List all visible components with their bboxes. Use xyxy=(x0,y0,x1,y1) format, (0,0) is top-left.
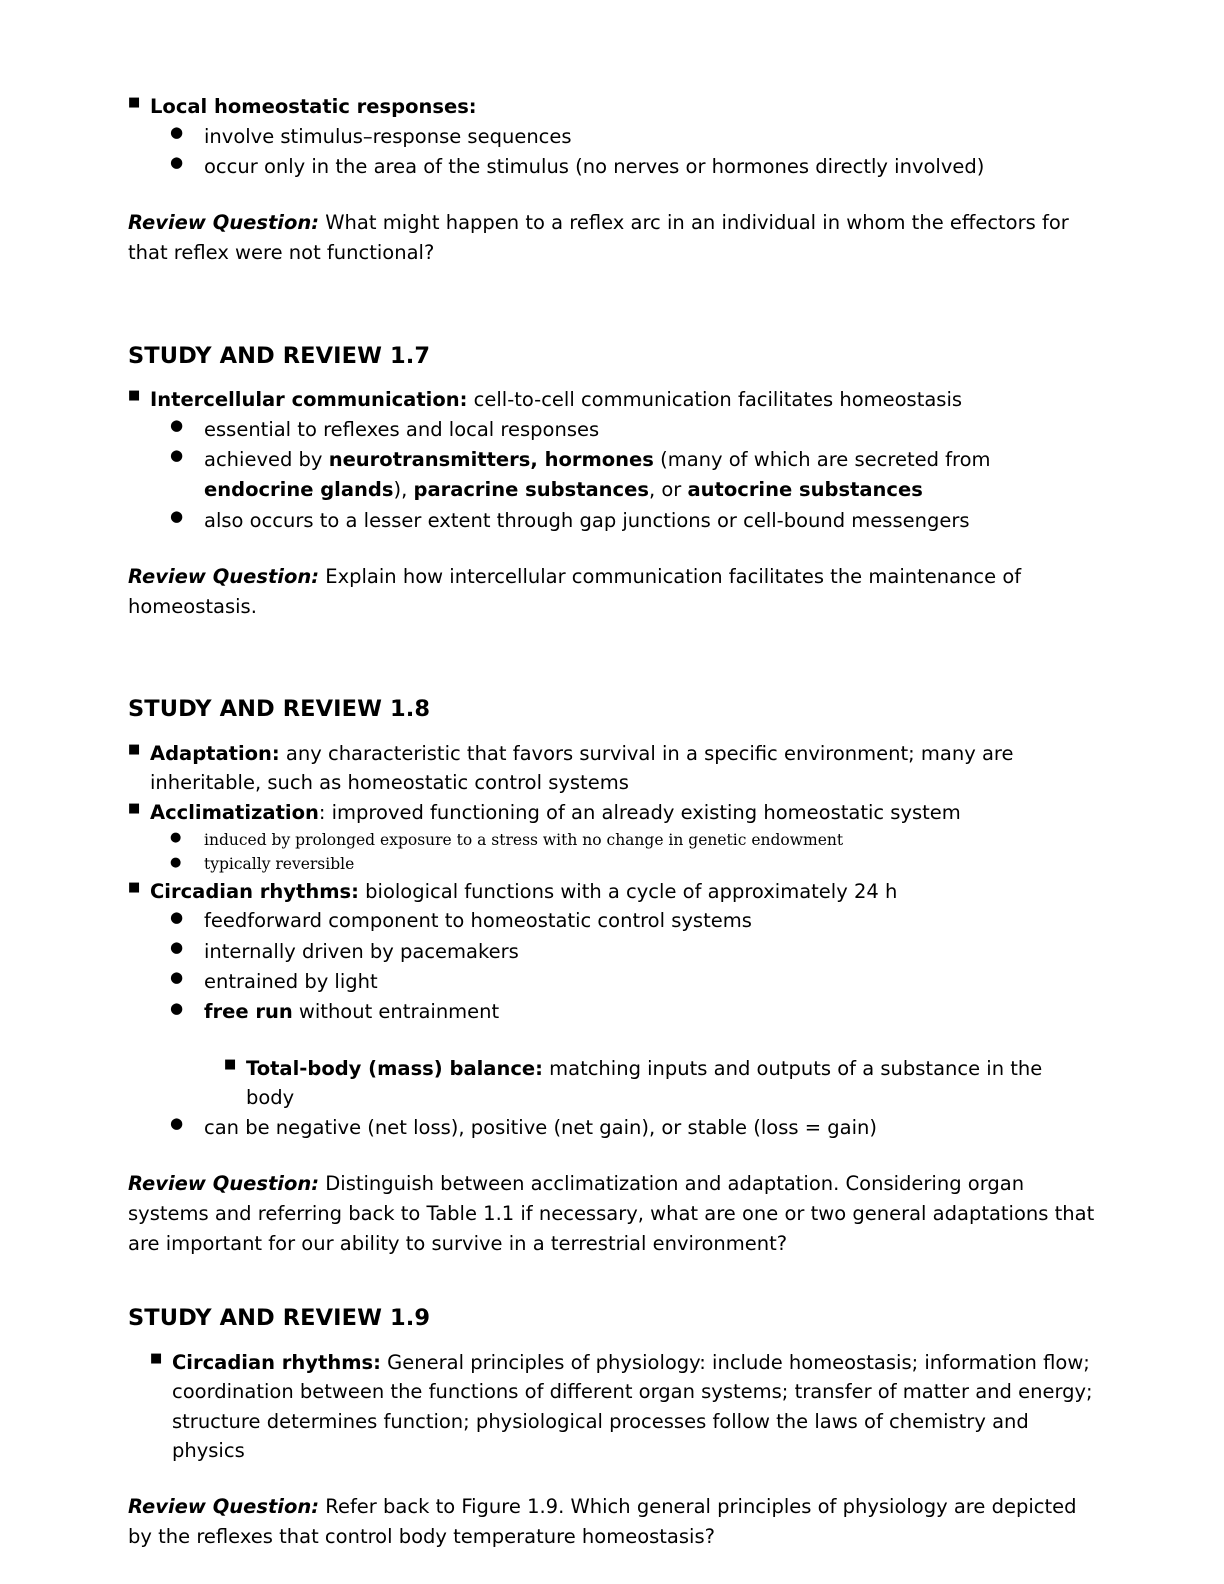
square-bullet-icon: ■ xyxy=(128,879,141,895)
list-item-text: (many of which are secreted from xyxy=(653,447,991,471)
list-item xyxy=(128,445,1096,506)
review-question-label: Review Question: xyxy=(128,1495,320,1519)
review-question-text: Refer back to Figure 1.9. Which general principles of physiology are depicted by the reflexes that control body temperature homeostasis? xyxy=(128,1495,1077,1548)
list-item xyxy=(128,122,1096,152)
term-definition: matching inputs and outputs of a substance in the body xyxy=(246,1056,1043,1110)
acclimatization-line xyxy=(128,798,1096,828)
review-question-1 xyxy=(128,208,1096,267)
review-question-4 xyxy=(128,1492,1096,1551)
list-item-text: feedforward component to homeostatic control systems xyxy=(204,909,752,933)
circadian-rhythms-list xyxy=(128,906,1096,1028)
list-item xyxy=(128,997,1096,1027)
list-item-text: without entrainment xyxy=(292,1000,500,1024)
list-item xyxy=(128,152,1096,182)
term-label: Total-body (mass) balance: xyxy=(246,1056,543,1080)
emphasis-term: paracrine substances xyxy=(413,478,649,502)
square-bullet-icon: ■ xyxy=(128,741,141,757)
review-question-text: Distinguish between acclimatization and adaptation. Considering organ systems and referring back to Table 1.1 if necessary, what are one or two general adaptations that are important for our ability to survive in a terrestrial environment? xyxy=(128,1172,1095,1255)
list-item xyxy=(128,415,1096,445)
list-item-text: , or xyxy=(648,478,688,502)
list-item xyxy=(128,828,1096,852)
list-item-text: occur only in the area of the stimulus (no nerves or hormones directly involved) xyxy=(204,155,985,179)
review-question-label: Review Question: xyxy=(128,565,320,589)
local-responses-heading xyxy=(128,92,1096,122)
section-heading-1-9: STUDY AND REVIEW 1.9 xyxy=(128,1305,431,1332)
adaptation-line xyxy=(128,739,1096,798)
list-item-text: also occurs to a lesser extent through gap junctions or cell-bound messengers xyxy=(204,508,970,532)
square-bullet-icon: ■ xyxy=(150,1350,163,1366)
emphasis-term: neurotransmitters, hormones xyxy=(328,447,654,471)
list-item-text: can be negative (net loss), positive (net gain), or stable (loss = gain) xyxy=(204,1116,877,1140)
term-label: Circadian rhythms: xyxy=(150,879,359,903)
square-bullet-icon: ■ xyxy=(128,388,141,404)
square-bullet-icon: ■ xyxy=(224,1057,237,1073)
review-question-3 xyxy=(128,1169,1096,1258)
review-question-label: Review Question: xyxy=(128,1172,320,1196)
term-label: Acclimatization xyxy=(150,800,319,824)
total-body-balance-line xyxy=(128,1054,1096,1113)
term-label: Intercellular communication: xyxy=(150,387,468,411)
list-item-text: ), xyxy=(393,478,414,502)
intercellular-communication-list xyxy=(128,415,1096,537)
acclimatization-list xyxy=(128,828,1096,877)
list-item-text: involve stimulus–response sequences xyxy=(204,124,572,148)
intercellular-communication-line xyxy=(128,385,1096,415)
list-item xyxy=(128,506,1096,536)
term-label: Circadian rhythms: xyxy=(172,1350,381,1374)
term-definition: any characteristic that favors survival in a specific environment; many are inheritable, such as homeostatic control systems xyxy=(150,741,1014,795)
list-item xyxy=(128,906,1096,936)
list-item-text: typically reversible xyxy=(204,855,355,874)
term-definition: biological functions with a cycle of approximately 24 h xyxy=(358,879,898,903)
list-item-text: essential to reflexes and local responses xyxy=(204,417,600,441)
document-body xyxy=(128,92,1096,1551)
list-item xyxy=(128,1113,1096,1143)
emphasis-term: autocrine substances xyxy=(687,478,923,502)
review-question-label: Review Question: xyxy=(128,211,320,235)
circadian-rhythms-line xyxy=(128,877,1096,907)
general-principles-line xyxy=(128,1348,1096,1467)
term-definition: cell-to-cell communication facilitates homeostasis xyxy=(467,387,963,411)
term-definition: : improved functioning of an already existing homeostatic system xyxy=(318,800,961,824)
list-item xyxy=(128,852,1096,876)
emphasis-term: free run xyxy=(204,1000,293,1024)
list-item xyxy=(128,967,1096,997)
term-definition: General principles of physiology: include homeostasis; information flow; coordination between the functions of different organ systems; transfer of matter and energy; structure determines function; physiological processes follow the laws of chemistry and physics xyxy=(172,1350,1093,1463)
square-bullet-icon: ■ xyxy=(128,95,141,111)
list-item-text: induced by prolonged exposure to a stress with no change in genetic endowment xyxy=(204,830,844,849)
list-item-text: achieved by xyxy=(204,447,329,471)
local-responses-list xyxy=(128,122,1096,183)
section-heading-1-7: STUDY AND REVIEW 1.7 xyxy=(128,342,431,369)
review-question-text: What might happen to a reflex arc in an individual in whom the effectors for that reflex were not functional? xyxy=(128,211,1069,265)
square-bullet-icon: ■ xyxy=(128,801,141,817)
review-question-2 xyxy=(128,562,1096,621)
list-item xyxy=(128,937,1096,967)
emphasis-term: endocrine glands xyxy=(204,478,394,502)
total-body-balance-list xyxy=(128,1113,1096,1143)
section-heading-1-8: STUDY AND REVIEW 1.8 xyxy=(128,696,431,723)
list-item-text: entrained by light xyxy=(204,969,378,993)
review-question-text: Explain how intercellular communication facilitates the maintenance of homeostasis. xyxy=(128,565,1022,618)
list-item-text: internally driven by pacemakers xyxy=(204,939,519,963)
local-responses-label: Local homeostatic responses: xyxy=(150,95,477,118)
term-label: Adaptation: xyxy=(150,741,280,765)
